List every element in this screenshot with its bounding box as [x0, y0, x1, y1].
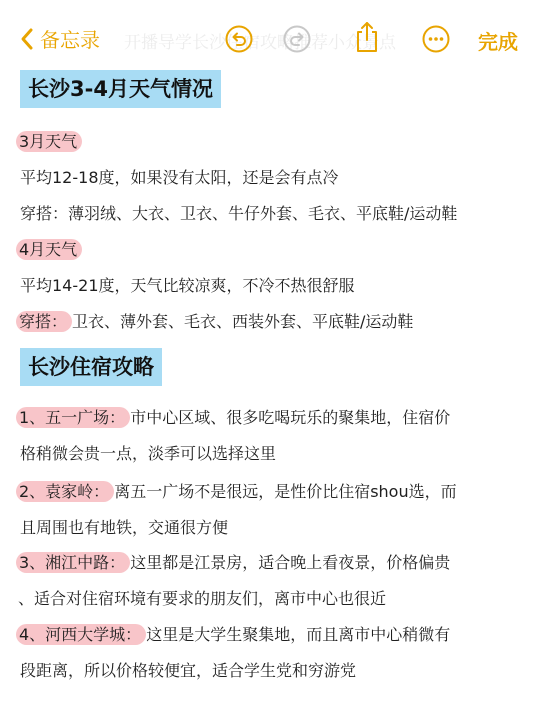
lodging-item-4-cont: 段距离，所以价格较便宜，适合学生党和穷游党: [20, 661, 357, 680]
april-outfit: [16, 311, 413, 333]
march-temp: 平均12-18度，如果没有太阳，还是会有点冷: [20, 168, 339, 187]
chevron-left-icon: [20, 27, 34, 51]
lodging-item-text: 这里都是江景房，适合晚上看夜景，价格偏贵: [130, 553, 451, 572]
april-outfit-text: 卫衣、薄外套、毛衣、西装外套、平底鞋/运动鞋: [72, 312, 414, 331]
lodging-item-1-cont: 格稍微会贵一点，淡季可以选择这里: [20, 444, 277, 463]
lodging-item-2-cont: 且周围也有地铁，交通很方便: [20, 518, 229, 537]
share-icon[interactable]: [352, 20, 382, 54]
lodging-item-text: 这里是大学生聚集地，而且离市中心稍微有: [146, 625, 451, 644]
lodging-heading: 长沙住宿攻略: [20, 348, 162, 386]
lodging-item-label: 1、五一广场：: [16, 407, 130, 428]
weather-heading: 长沙3-4月天气情况: [20, 70, 221, 108]
back-button[interactable]: [20, 24, 100, 53]
done-button[interactable]: 完成: [478, 30, 518, 54]
lodging-item-3: [16, 552, 450, 574]
april-temp: 平均14-21度，天气比较凉爽，不冷不热很舒服: [20, 276, 355, 295]
march-outfit: 穿搭：薄羽绒、大衣、卫衣、牛仔外套、毛衣、平底鞋/运动鞋: [20, 204, 458, 223]
lodging-item-label: 4、河西大学城：: [16, 624, 146, 645]
more-icon[interactable]: [421, 24, 451, 54]
undo-icon[interactable]: [224, 24, 254, 54]
lodging-item-1: [16, 407, 450, 429]
redo-icon[interactable]: [282, 24, 312, 54]
april-outfit-label: 穿搭：: [16, 311, 72, 332]
lodging-item-text: 离五一广场不是很远，是性价比住宿shou选，而: [114, 482, 457, 501]
lodging-item-label: 3、湘江中路：: [16, 552, 130, 573]
lodging-item-4: [16, 624, 450, 646]
faded-title-text: 开播导学长沙住宿攻略推荐小众景点: [124, 33, 396, 53]
march-label: 3月天气: [16, 131, 82, 153]
back-button-label: 备忘录: [40, 28, 100, 52]
lodging-item-label: 2、袁家岭：: [16, 481, 114, 502]
lodging-item-3-cont: 、适合对住宿环境有要求的朋友们，离市中心也很近: [18, 589, 387, 608]
lodging-item-2: [16, 481, 457, 503]
april-label: 4月天气: [16, 239, 82, 261]
notes-toolbar: [0, 0, 540, 78]
lodging-item-text: 市中心区域、很多吃喝玩乐的聚集地，住宿价: [130, 408, 451, 427]
